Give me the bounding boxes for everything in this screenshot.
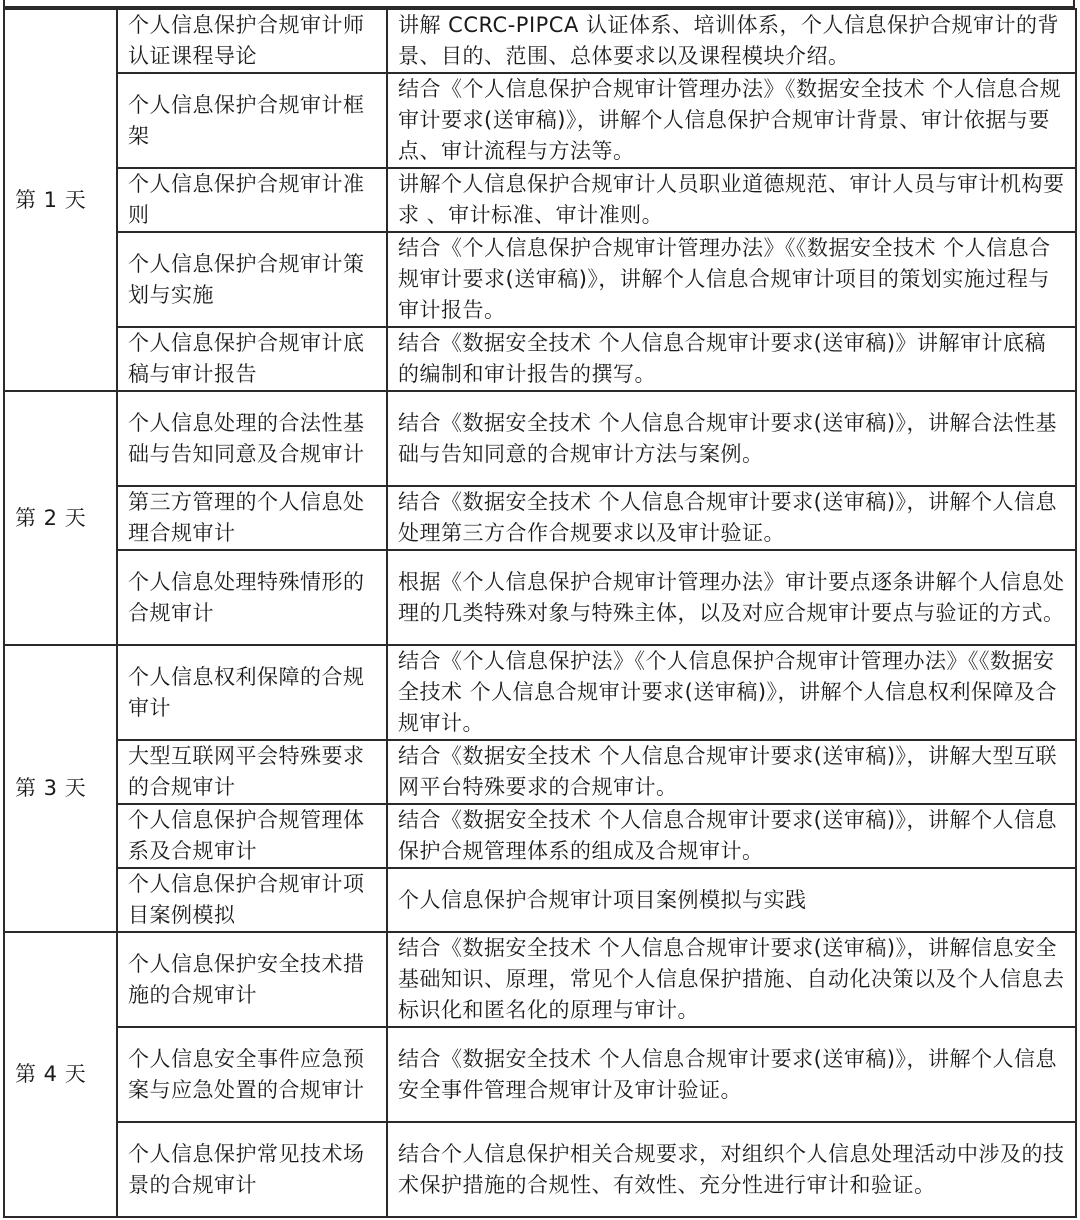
table-row: [4, 932, 1076, 1027]
description-cell: 结合《数据安全技术 个人信息合规审计要求(送审稿)》，讲解信息安全基础知识、原理，常见个人信息保护措施、自动化决策以及个人信息去标识化和匿名化的原理与审计。: [387, 932, 1076, 1027]
description-cell: 结合《个人信息保护法》《个人信息保护合规审计管理办法》《《数据安全技术 个人信息合规审计要求(送审稿)》，讲解个人信息权利保障及合规审计。: [387, 645, 1076, 740]
topic-cell: 个人信息保护合规审计底稿与审计报告: [117, 327, 387, 391]
table-row: [4, 327, 1076, 391]
topic-cell: 个人信息权利保障的合规审计: [117, 645, 387, 740]
course-schedule-table: [3, 8, 1077, 1218]
table-row: [4, 232, 1076, 327]
topic-cell: 大型互联网平会特殊要求的合规审计: [117, 740, 387, 804]
description-cell: 个人信息保护合规审计项目案例模拟与实践: [387, 868, 1076, 932]
table-row: [4, 486, 1076, 550]
day-label: 第 1 天: [4, 9, 117, 391]
table-row: [4, 645, 1076, 740]
description-cell: 结合个人信息保护相关合规要求，对组织个人信息处理活动中涉及的技术保护措施的合规性、有效性、充分性进行审计和验证。: [387, 1122, 1076, 1217]
table-row: [4, 9, 1076, 73]
table-row: [4, 868, 1076, 932]
description-cell: 结合《数据安全技术 个人信息合规审计要求(送审稿)》，讲解个人信息处理第三方合作合规要求以及审计验证。: [387, 486, 1076, 550]
description-cell: 结合《数据安全技术 个人信息合规审计要求(送审稿)》，讲解个人信息安全事件管理合规审计及审计验证。: [387, 1027, 1076, 1122]
table-row: [4, 804, 1076, 868]
topic-cell: 个人信息处理的合法性基础与告知同意及合规审计: [117, 391, 387, 486]
description-cell: 结合《数据安全技术 个人信息合规审计要求(送审稿)》，讲解个人信息保护合规管理体系的组成及合规审计。: [387, 804, 1076, 868]
topic-cell: 个人信息保护合规审计准则: [117, 168, 387, 232]
table-row: [4, 740, 1076, 804]
day-label: 第 2 天: [4, 391, 117, 645]
table-row: [4, 1122, 1076, 1217]
description-cell: 讲解个人信息保护合规审计人员职业道德规范、审计人员与审计机构要求 、审计标准、审计准则。: [387, 168, 1076, 232]
topic-cell: 个人信息安全事件应急预案与应急处置的合规审计: [117, 1027, 387, 1122]
topic-cell: 个人信息保护合规审计框架: [117, 73, 387, 168]
schedule-body: [4, 9, 1076, 1217]
table-row: [4, 168, 1076, 232]
table-header-remnant: [3, 0, 1075, 8]
description-cell: 讲解 CCRC-PIPCA 认证体系、培训体系，个人信息保护合规审计的背景、目的、范围、总体要求以及课程模块介绍。: [387, 9, 1076, 73]
topic-cell: 第三方管理的个人信息处理合规审计: [117, 486, 387, 550]
topic-cell: 个人信息处理特殊情形的合规审计: [117, 550, 387, 645]
table-row: [4, 391, 1076, 486]
topic-cell: 个人信息保护安全技术措施的合规审计: [117, 932, 387, 1027]
description-cell: 结合《个人信息保护合规审计管理办法》《《数据安全技术 个人信息合规审计要求(送审稿)》，讲解个人信息合规审计项目的策划实施过程与审计报告。: [387, 232, 1076, 327]
topic-cell: 个人信息保护合规管理体系及合规审计: [117, 804, 387, 868]
description-cell: 根据《个人信息保护合规审计管理办法》审计要点逐条讲解个人信息处理的几类特殊对象与特殊主体，以及对应合规审计要点与验证的方式。: [387, 550, 1076, 645]
day-label: 第 4 天: [4, 932, 117, 1217]
description-cell: 结合《个人信息保护合规审计管理办法》《数据安全技术 个人信息合规审计要求(送审稿)》，讲解个人信息保护合规审计背景、审计依据与要点、审计流程与方法等。: [387, 73, 1076, 168]
table-row: [4, 1027, 1076, 1122]
topic-cell: 个人信息保护合规审计师认证课程导论: [117, 9, 387, 73]
table-row: [4, 73, 1076, 168]
description-cell: 结合《数据安全技术 个人信息合规审计要求(送审稿)》讲解审计底稿的编制和审计报告的撰写。: [387, 327, 1076, 391]
description-cell: 结合《数据安全技术 个人信息合规审计要求(送审稿)》，讲解大型互联网平台特殊要求的合规审计。: [387, 740, 1076, 804]
topic-cell: 个人信息保护合规审计项目案例模拟: [117, 868, 387, 932]
topic-cell: 个人信息保护常见技术场景的合规审计: [117, 1122, 387, 1217]
description-cell: 结合《数据安全技术 个人信息合规审计要求(送审稿)》，讲解合法性基础与告知同意的合规审计方法与案例。: [387, 391, 1076, 486]
table-row: [4, 550, 1076, 645]
topic-cell: 个人信息保护合规审计策划与实施: [117, 232, 387, 327]
day-label: 第 3 天: [4, 645, 117, 932]
